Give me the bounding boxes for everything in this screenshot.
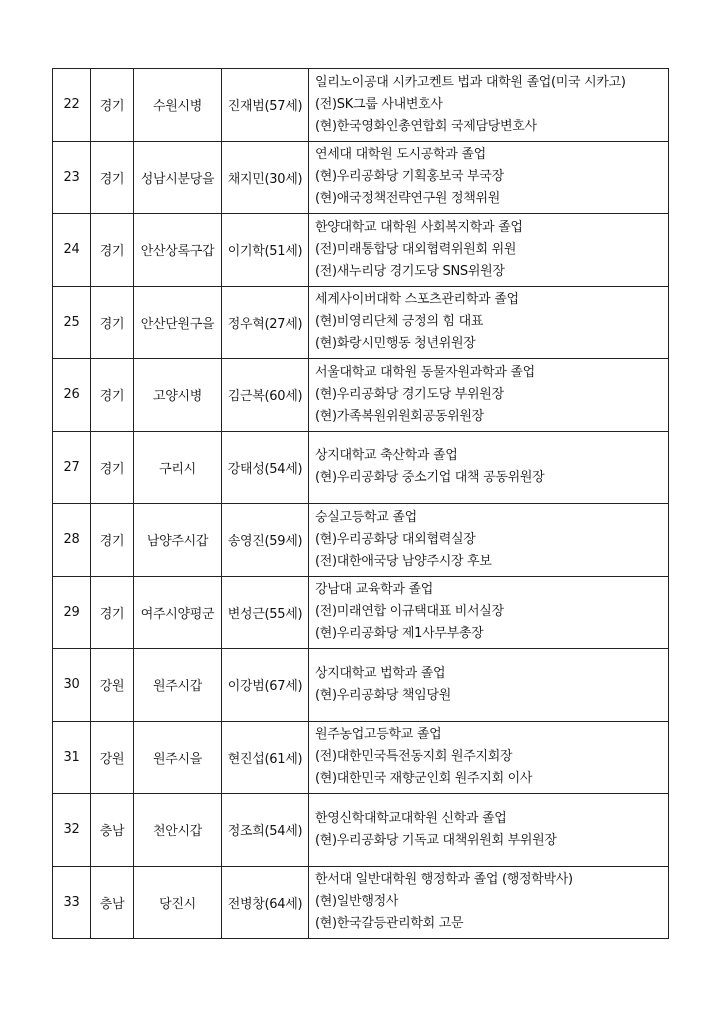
- career-line: 한영신학대학교대학원 신학과 졸업: [315, 810, 507, 826]
- career-line: (전)대한민국특전동지회 원주지회장: [315, 749, 513, 765]
- row-number-cell: 25: [53, 286, 91, 359]
- row-number-cell: 31: [53, 721, 91, 794]
- career-details-cell: [309, 504, 669, 577]
- candidate-name-cell: 진재범(57세): [222, 69, 309, 142]
- district-cell: 안산단원구을: [134, 286, 222, 359]
- table-row: [53, 721, 669, 794]
- career-line: 강남대 교육학과 졸업: [315, 582, 433, 598]
- table-row: [53, 359, 669, 432]
- region-cell: 강원: [91, 649, 134, 722]
- career-line: (전)대한애국당 남양주시장 후보: [315, 553, 492, 569]
- table-row: [53, 866, 669, 939]
- district-cell: 고양시병: [134, 359, 222, 432]
- row-number-cell: 33: [53, 866, 91, 939]
- row-number-cell: 26: [53, 359, 91, 432]
- career-details-cell: [309, 214, 669, 287]
- career-line: 한양대학교 대학원 사회복지학과 졸업: [315, 219, 523, 235]
- career-line: 서울대학교 대학원 동물자원과학과 졸업: [315, 364, 535, 380]
- candidate-name-cell: 송영진(59세): [222, 504, 309, 577]
- career-line: (현)우리공화당 제1사무부총장: [315, 626, 484, 642]
- career-details-cell: [309, 794, 669, 867]
- candidate-name-cell: 채지민(30세): [222, 141, 309, 214]
- career-line: 세계사이버대학 스포츠관리학과 졸업: [315, 292, 519, 308]
- table-row: [53, 504, 669, 577]
- region-cell: 경기: [91, 504, 134, 577]
- career-line: (전)미래통합당 대외협력위원회 위원: [315, 241, 517, 257]
- career-details-cell: [309, 286, 669, 359]
- region-cell: 경기: [91, 431, 134, 504]
- career-line: (전)미래연합 이규택대표 비서실장: [315, 604, 504, 620]
- district-cell: 원주시갑: [134, 649, 222, 722]
- row-number-cell: 23: [53, 141, 91, 214]
- candidate-name-cell: 현진섭(61세): [222, 721, 309, 794]
- region-cell: 경기: [91, 576, 134, 649]
- table-row: [53, 576, 669, 649]
- region-cell: 충남: [91, 866, 134, 939]
- career-line: 숭실고등학교 졸업: [315, 509, 417, 525]
- district-cell: 남양주시갑: [134, 504, 222, 577]
- region-cell: 경기: [91, 359, 134, 432]
- district-cell: 여주시양평군: [134, 576, 222, 649]
- career-line: 일리노이공대 시카고켄트 법과 대학원 졸업(미국 시카고): [315, 74, 626, 90]
- career-line: 한서대 일반대학원 행정학과 졸업 (행정학박사): [315, 872, 573, 888]
- career-line: (현)우리공화당 기독교 대책위원회 부위원장: [315, 832, 557, 848]
- career-line: 원주농업고등학교 졸업: [315, 727, 442, 743]
- career-line: 연세대 대학원 도시공학과 졸업: [315, 147, 486, 163]
- career-line: (현)우리공화당 책임당원: [315, 687, 451, 703]
- row-number-cell: 30: [53, 649, 91, 722]
- career-line: (현)한국갈등관리학회 고문: [315, 916, 464, 932]
- district-cell: 수원시병: [134, 69, 222, 142]
- career-details-cell: [309, 359, 669, 432]
- region-cell: 경기: [91, 286, 134, 359]
- row-number-cell: 27: [53, 431, 91, 504]
- career-line: (현)대한민국 재향군인회 원주지회 이사: [315, 771, 533, 787]
- row-number-cell: 24: [53, 214, 91, 287]
- region-cell: 경기: [91, 214, 134, 287]
- table-row: [53, 431, 669, 504]
- candidate-name-cell: 정우혁(27세): [222, 286, 309, 359]
- career-line: (현)비영리단체 긍정의 힘 대표: [315, 314, 484, 330]
- district-cell: 원주시을: [134, 721, 222, 794]
- table-row: [53, 141, 669, 214]
- career-line: (전)SK그룹 사내변호사: [315, 96, 443, 112]
- candidate-table-body: [53, 69, 669, 939]
- table-row: [53, 69, 669, 142]
- career-line: (현)우리공화당 경기도당 부위원장: [315, 386, 504, 402]
- candidate-table: [52, 68, 669, 939]
- career-line: (현)가족복원위원회공동위원장: [315, 408, 484, 424]
- table-row: [53, 794, 669, 867]
- candidate-name-cell: 이강범(67세): [222, 649, 309, 722]
- region-cell: 경기: [91, 141, 134, 214]
- career-line: (현)화랑시민행동 청년위원장: [315, 336, 476, 352]
- career-line: (현)애국정책전략연구원 정책위원: [315, 191, 500, 207]
- district-cell: 안산상록구갑: [134, 214, 222, 287]
- table-row: [53, 649, 669, 722]
- career-details-cell: [309, 866, 669, 939]
- row-number-cell: 29: [53, 576, 91, 649]
- career-details-cell: [309, 576, 669, 649]
- candidate-name-cell: 정조희(54세): [222, 794, 309, 867]
- career-details-cell: [309, 69, 669, 142]
- district-cell: 성남시분당을: [134, 141, 222, 214]
- row-number-cell: 22: [53, 69, 91, 142]
- career-line: 상지대학교 축산학과 졸업: [315, 448, 458, 464]
- candidate-name-cell: 강태성(54세): [222, 431, 309, 504]
- career-line: (현)한국영화인총연합회 국제담당변호사: [315, 118, 537, 134]
- career-line: (현)일반행정사: [315, 894, 399, 910]
- candidate-name-cell: 김근복(60세): [222, 359, 309, 432]
- career-line: (현)우리공화당 대외협력실장: [315, 531, 476, 547]
- career-line: 상지대학교 법학과 졸업: [315, 665, 446, 681]
- candidate-name-cell: 전병창(64세): [222, 866, 309, 939]
- row-number-cell: 32: [53, 794, 91, 867]
- career-details-cell: [309, 721, 669, 794]
- table-row: [53, 286, 669, 359]
- career-details-cell: [309, 141, 669, 214]
- career-line: (현)우리공화당 기획홍보국 부국장: [315, 169, 504, 185]
- district-cell: 구리시: [134, 431, 222, 504]
- district-cell: 천안시갑: [134, 794, 222, 867]
- region-cell: 충남: [91, 794, 134, 867]
- district-cell: 당진시: [134, 866, 222, 939]
- candidate-name-cell: 변성근(55세): [222, 576, 309, 649]
- region-cell: 경기: [91, 69, 134, 142]
- candidate-name-cell: 이기학(51세): [222, 214, 309, 287]
- career-line: (전)새누리당 경기도당 SNS위원장: [315, 263, 505, 279]
- career-details-cell: [309, 431, 669, 504]
- career-line: (현)우리공화당 중소기업 대책 공동위원장: [315, 470, 545, 486]
- region-cell: 강원: [91, 721, 134, 794]
- table-row: [53, 214, 669, 287]
- row-number-cell: 28: [53, 504, 91, 577]
- career-details-cell: [309, 649, 669, 722]
